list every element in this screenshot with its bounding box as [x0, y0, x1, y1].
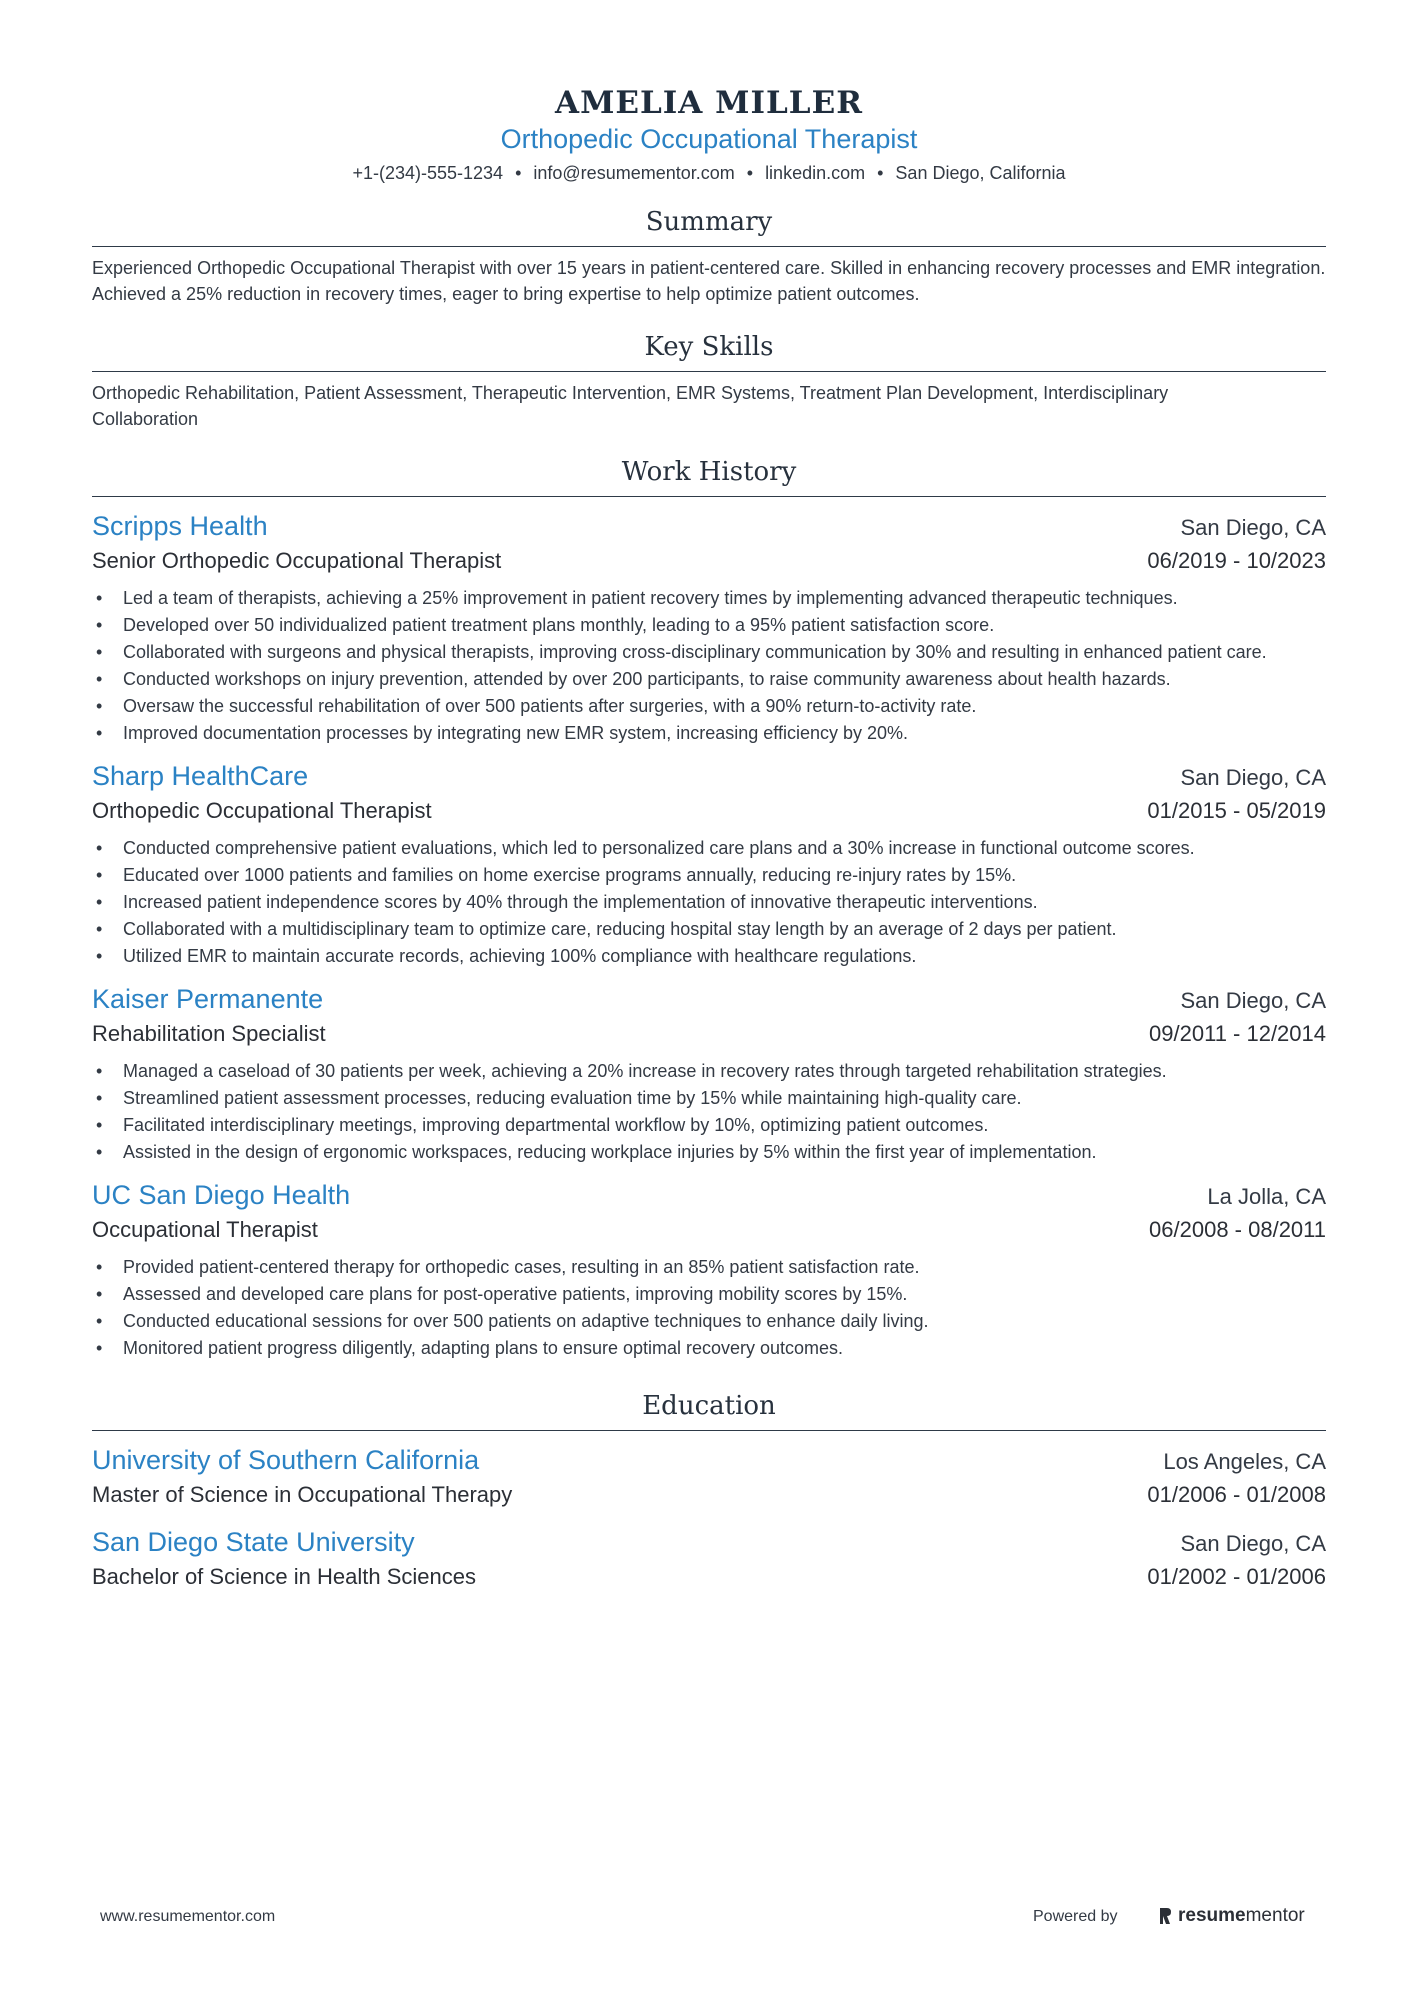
summary-section	[92, 204, 1326, 307]
footer	[0, 1905, 1410, 1938]
job-header-row	[92, 982, 1326, 1016]
bullet-dot: •	[96, 642, 103, 662]
list-item	[92, 1112, 1326, 1139]
list-item	[92, 916, 1326, 943]
education-entry	[92, 1525, 1326, 1595]
resume-page	[92, 0, 1326, 1595]
school-location: Los Angeles, CA	[1163, 1449, 1326, 1474]
bullet-text: Provided patient-centered therapy for orthopedic cases, resulting in an 85% patient satisfaction rate.	[123, 1257, 920, 1277]
school-name: San Diego State University	[92, 1527, 415, 1557]
bullet-text: Conducted comprehensive patient evaluations, which led to personalized care plans and a 30% increase in functional outcome scores.	[123, 838, 1195, 858]
job-title: Senior Orthopedic Occupational Therapist	[92, 548, 502, 573]
candidate-role: Orthopedic Occupational Therapist	[500, 124, 918, 154]
list-item	[92, 585, 1326, 612]
job-location: San Diego, CA	[1180, 515, 1326, 540]
bullet-dot: •	[96, 615, 103, 635]
list-item	[92, 639, 1326, 666]
bullet-dot: •	[96, 865, 103, 885]
job-dates: 06/2019 - 10/2023	[1147, 548, 1326, 573]
job-list	[92, 509, 1326, 1362]
job-entry	[92, 982, 1326, 1166]
list-item	[92, 693, 1326, 720]
list-item	[92, 943, 1326, 970]
section-title: Summary	[92, 204, 1326, 247]
job-dates: 06/2008 - 08/2011	[1149, 1217, 1326, 1242]
bullet-dot: •	[96, 838, 103, 858]
bullet-text: Collaborated with a multidisciplinary team to optimize care, reducing hospital stay length by an average of 2 days per patient.	[123, 919, 1117, 939]
list-item	[92, 1281, 1326, 1308]
job-entry	[92, 759, 1326, 970]
degree: Bachelor of Science in Health Sciences	[92, 1564, 476, 1589]
job-location: San Diego, CA	[1180, 988, 1326, 1013]
bullet-dot: •	[96, 669, 103, 689]
employer-name: Scripps Health	[92, 511, 268, 541]
job-bullets	[92, 835, 1326, 970]
location: San Diego, California	[895, 163, 1066, 183]
education-dates: 01/2006 - 01/2008	[1147, 1482, 1326, 1507]
powered-by-label: Powered by	[1033, 1908, 1118, 1925]
candidate-name: AMELIA MILLER	[555, 85, 863, 121]
job-title-row	[92, 1016, 1326, 1052]
bullet-text: Assessed and developed care plans for post-operative patients, improving mobility scores by 15%.	[123, 1284, 908, 1304]
section-title: Education	[92, 1388, 1326, 1431]
education-dates: 01/2002 - 01/2006	[1147, 1564, 1326, 1589]
bullet-dot: •	[96, 588, 103, 608]
job-header-row	[92, 509, 1326, 543]
bullet-text: Developed over 50 individualized patient treatment plans monthly, leading to a 95% patient satisfaction score.	[123, 615, 995, 635]
job-bullets	[92, 585, 1326, 747]
job-entry	[92, 1178, 1326, 1362]
list-item	[92, 720, 1326, 747]
bullet-dot: •	[96, 1061, 103, 1081]
skills-text: Orthopedic Rehabilitation, Patient Assessment, Therapeutic Intervention, EMR Systems, Treatment Plan Development, Interdisciplinary Collaboration	[92, 383, 1169, 429]
bullet-dot: •	[96, 1284, 103, 1304]
job-title-row	[92, 1212, 1326, 1248]
employer-name: Kaiser Permanente	[92, 984, 324, 1014]
bullet-text: Assisted in the design of ergonomic workspaces, reducing workplace injuries by 5% within the first year of implementation.	[123, 1142, 1097, 1162]
job-entry	[92, 509, 1326, 747]
school-location: San Diego, CA	[1180, 1531, 1326, 1556]
list-item	[92, 1139, 1326, 1166]
degree-row	[92, 1559, 1326, 1595]
phone: +1-(234)-555-1234	[352, 163, 504, 183]
list-item	[92, 1335, 1326, 1362]
bullet-text: Conducted workshops on injury prevention, attended by over 200 participants, to raise community awareness about health hazards.	[123, 669, 1171, 689]
job-title: Occupational Therapist	[92, 1217, 318, 1242]
bullet-text: Conducted educational sessions for over 500 patients on adaptive techniques to enhance daily living.	[123, 1311, 929, 1331]
skills-section	[92, 329, 1326, 432]
list-item	[92, 1254, 1326, 1281]
job-title: Rehabilitation Specialist	[92, 1021, 326, 1046]
bullet-text: Educated over 1000 patients and families on home exercise programs annually, reducing re-injury rates by 15%.	[123, 865, 1017, 885]
bullet-text: Increased patient independence scores by 40% through the implementation of innovative therapeutic interventions.	[123, 892, 1038, 912]
work-section	[92, 454, 1326, 1362]
job-title-row	[92, 793, 1326, 829]
email: info@resumementor.com	[533, 163, 735, 183]
job-title-row	[92, 543, 1326, 579]
employer-name: UC San Diego Health	[92, 1180, 351, 1210]
contact-line	[92, 158, 1326, 188]
job-title: Orthopedic Occupational Therapist	[92, 798, 432, 823]
bullet-text: Facilitated interdisciplinary meetings, improving departmental workflow by 10%, optimizing patient outcomes.	[123, 1115, 989, 1135]
school-header-row	[92, 1443, 1326, 1477]
degree-row	[92, 1477, 1326, 1513]
school-name: University of Southern California	[92, 1445, 480, 1475]
list-item	[92, 1058, 1326, 1085]
bullet-text: Monitored patient progress diligently, adapting plans to ensure optimal recovery outcomes.	[123, 1338, 844, 1358]
bullet-separator: •	[515, 163, 522, 183]
bullet-dot: •	[96, 1088, 103, 1108]
job-bullets	[92, 1058, 1326, 1166]
education-entry	[92, 1443, 1326, 1513]
linkedin: linkedin.com	[765, 163, 866, 183]
list-item	[92, 889, 1326, 916]
job-header-row	[92, 1178, 1326, 1212]
bullet-text: Led a team of therapists, achieving a 25% improvement in patient recovery times by implementing advanced therapeutic techniques.	[123, 588, 1178, 608]
brand-name: resumementor	[1178, 1905, 1305, 1926]
bullet-dot: •	[96, 1142, 103, 1162]
job-dates: 09/2011 - 12/2014	[1149, 1021, 1326, 1046]
bullet-text: Managed a caseload of 30 patients per week, achieving a 20% increase in recovery rates through targeted rehabilitation strategies.	[123, 1061, 1167, 1081]
education-section	[92, 1388, 1326, 1595]
brand-logo[interactable]	[1158, 1905, 1305, 1927]
list-item	[92, 1085, 1326, 1112]
bullet-dot: •	[96, 1115, 103, 1135]
list-item	[92, 1308, 1326, 1335]
bullet-text: Collaborated with surgeons and physical therapists, improving cross-disciplinary communication by 30% and resulting in enhanced patient care.	[123, 642, 1267, 662]
brand-logo-icon	[1158, 1906, 1172, 1926]
list-item	[92, 666, 1326, 693]
bullet-dot: •	[96, 892, 103, 912]
job-location: San Diego, CA	[1180, 765, 1326, 790]
footer-site-link[interactable]: www.resumementor.com	[100, 1908, 276, 1925]
section-title: Work History	[92, 454, 1326, 497]
school-list	[92, 1443, 1326, 1595]
school-header-row	[92, 1525, 1326, 1559]
summary-text: Experienced Orthopedic Occupational Therapist with over 15 years in patient-centered care. Skilled in enhancing recovery processes and EMR integration. Achieved a 25% reduction in recovery times, eager to bring expertise to help optimize patient outcomes.	[92, 258, 1326, 304]
resume-header	[92, 0, 1326, 188]
list-item	[92, 835, 1326, 862]
employer-name: Sharp HealthCare	[92, 761, 309, 791]
list-item	[92, 612, 1326, 639]
job-location: La Jolla, CA	[1207, 1184, 1326, 1209]
bullet-dot: •	[96, 1257, 103, 1277]
bullet-dot: •	[96, 946, 103, 966]
job-bullets	[92, 1254, 1326, 1362]
bullet-dot: •	[96, 1311, 103, 1331]
list-item	[92, 862, 1326, 889]
bullet-separator: •	[877, 163, 884, 183]
bullet-text: Utilized EMR to maintain accurate records, achieving 100% compliance with healthcare regulations.	[123, 946, 917, 966]
degree: Master of Science in Occupational Therapy	[92, 1482, 513, 1507]
bullet-separator: •	[746, 163, 754, 183]
bullet-text: Improved documentation processes by integrating new EMR system, increasing efficiency by 20%.	[123, 723, 909, 743]
bullet-dot: •	[96, 919, 103, 939]
job-header-row	[92, 759, 1326, 793]
bullet-text: Streamlined patient assessment processes, reducing evaluation time by 15% while maintaining high-quality care.	[123, 1088, 1022, 1108]
job-dates: 01/2015 - 05/2019	[1147, 798, 1326, 823]
bullet-text: Oversaw the successful rehabilitation of over 500 patients after surgeries, with a 90% return-to-activity rate.	[123, 696, 977, 716]
bullet-dot: •	[96, 1338, 103, 1358]
bullet-dot: •	[96, 696, 103, 716]
section-title: Key Skills	[92, 329, 1326, 372]
bullet-dot: •	[96, 723, 103, 743]
